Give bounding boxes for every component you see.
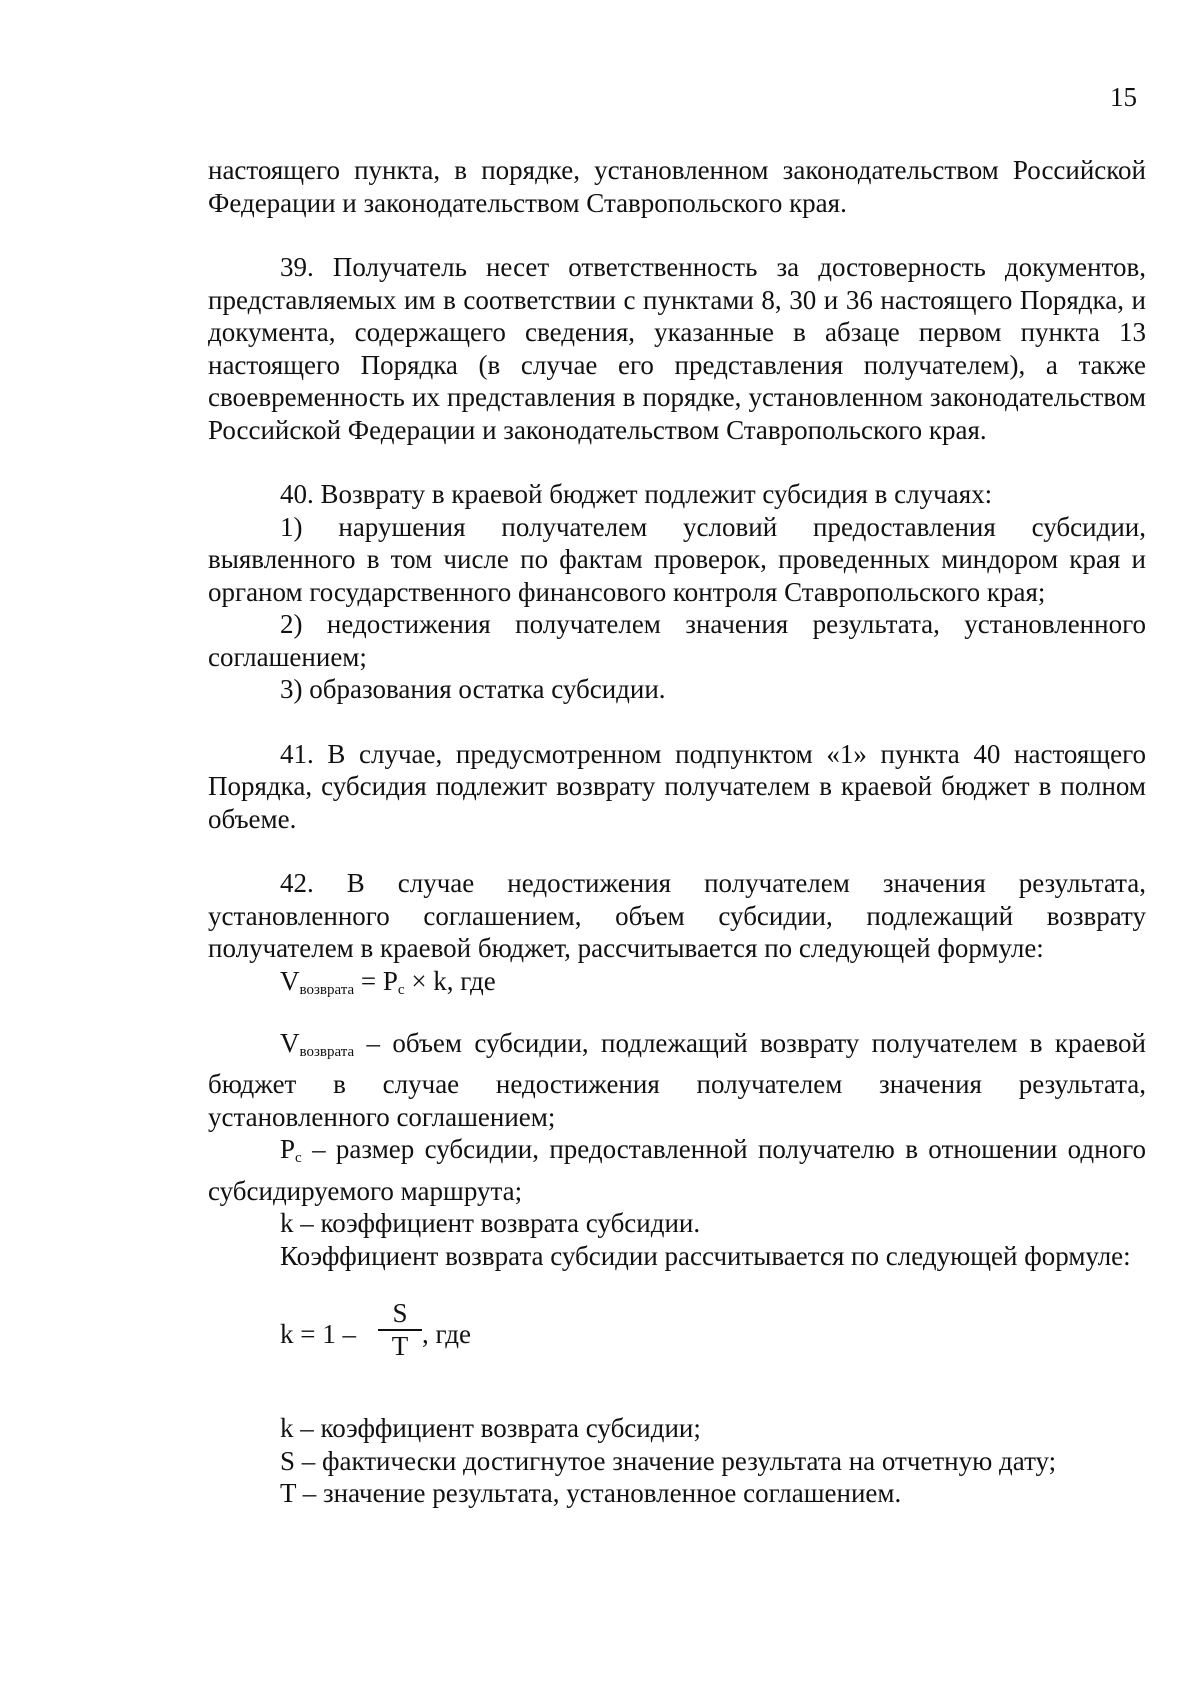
formula-eq: = P [354,965,398,996]
definition2-k: k – коэффициент возврата субсидии; [280,1413,701,1443]
fraction-denominator: T [391,1331,409,1361]
formula-fraction [378,1298,422,1361]
formula-v-subscript: возврата [299,981,355,998]
definition-v-subscript: возврата [299,1043,355,1060]
paragraph-42: 42. В случае недостижения получателем значения результата, установленного соглашением, объем субсидии, подлежащий возврату получателем в краевой бюджет, рассчитывается по следующей формуле: [208,868,1146,963]
paragraph-40-item-3: 3) образования остатка субсидии. [280,674,666,704]
paragraph-41: 41. В случае, предусмотренном подпунктом «1» пункта 40 настоящего Порядка, субсидия подлежит возврату получателем в краевой бюджет в полном объеме. [208,738,1146,834]
formula-return-volume [208,965,1146,1001]
formula-v: V [280,965,300,996]
definition2-t: T – значение результата, установленное соглашением. [280,1478,902,1508]
definition-p-symbol: P [280,1134,296,1164]
page-number: 15 [1110,82,1137,112]
definition-v [208,1027,1146,1134]
definition-p-text: – размер субсидии, предоставленной получателю в отношении одного субсидируемого маршрута; [208,1134,1146,1206]
formula-coefficient-rhs: , где [422,1319,471,1349]
paragraph-40-item-2: 2) недостижения получателем значения результата, установленного соглашением; [208,609,1146,672]
definition-p-subscript: c [295,1150,302,1166]
formula-coefficient-lhs: k = 1 – [280,1319,356,1349]
definition2-s: S – фактически достигнутое значение результата на отчетную дату; [280,1445,1057,1476]
definition-v-text: – объем субсидии, подлежащий возврату получателем в краевой бюджет в случае недостижения получателем значения результата, установленного соглашением; [208,1027,1146,1132]
definition-k: k – коэффициент возврата субсидии. [280,1208,701,1238]
formula-coefficient [208,1288,1146,1386]
paragraph-40: 40. Возврату в краевой бюджет подлежит субсидия в случаях: [280,479,993,509]
paragraph-40-item-1: 1) нарушения получателем условий предоставления субсидии, выявленного в том числе по фактам проверок, проведенных миндором края и органом государственного финансового контроля Ставропольского края; [208,511,1146,607]
definition-p [208,1133,1146,1207]
formula-rest: × k, где [404,965,496,996]
fraction-numerator: S [378,1298,422,1331]
definition-v-symbol: V [280,1027,300,1058]
document-body [208,154,1146,1510]
paragraph-39: 39. Получатель несет ответственность за достоверность документов, представляемых им в соответствии с пунктами 8, 30 и 36 настоящего Порядка, и документа, содержащего сведения, указанные в абзаце первом пункта 13 настоящего Порядка (в случае его представления получателем), а также своевременность их представления в порядке, установленном законодательством Российской Федерации и законодательством Ставропольского края. [208,252,1146,445]
formula-p-subscript: c [397,981,405,998]
paragraph-continuation: настоящего пункта, в порядке, установленном законодательством Российской Федерации и законодательством Ставропольского края. [208,155,1146,218]
coefficient-intro: Коэффициент возврата субсидии рассчитывается по следующей формуле: [280,1240,1131,1271]
